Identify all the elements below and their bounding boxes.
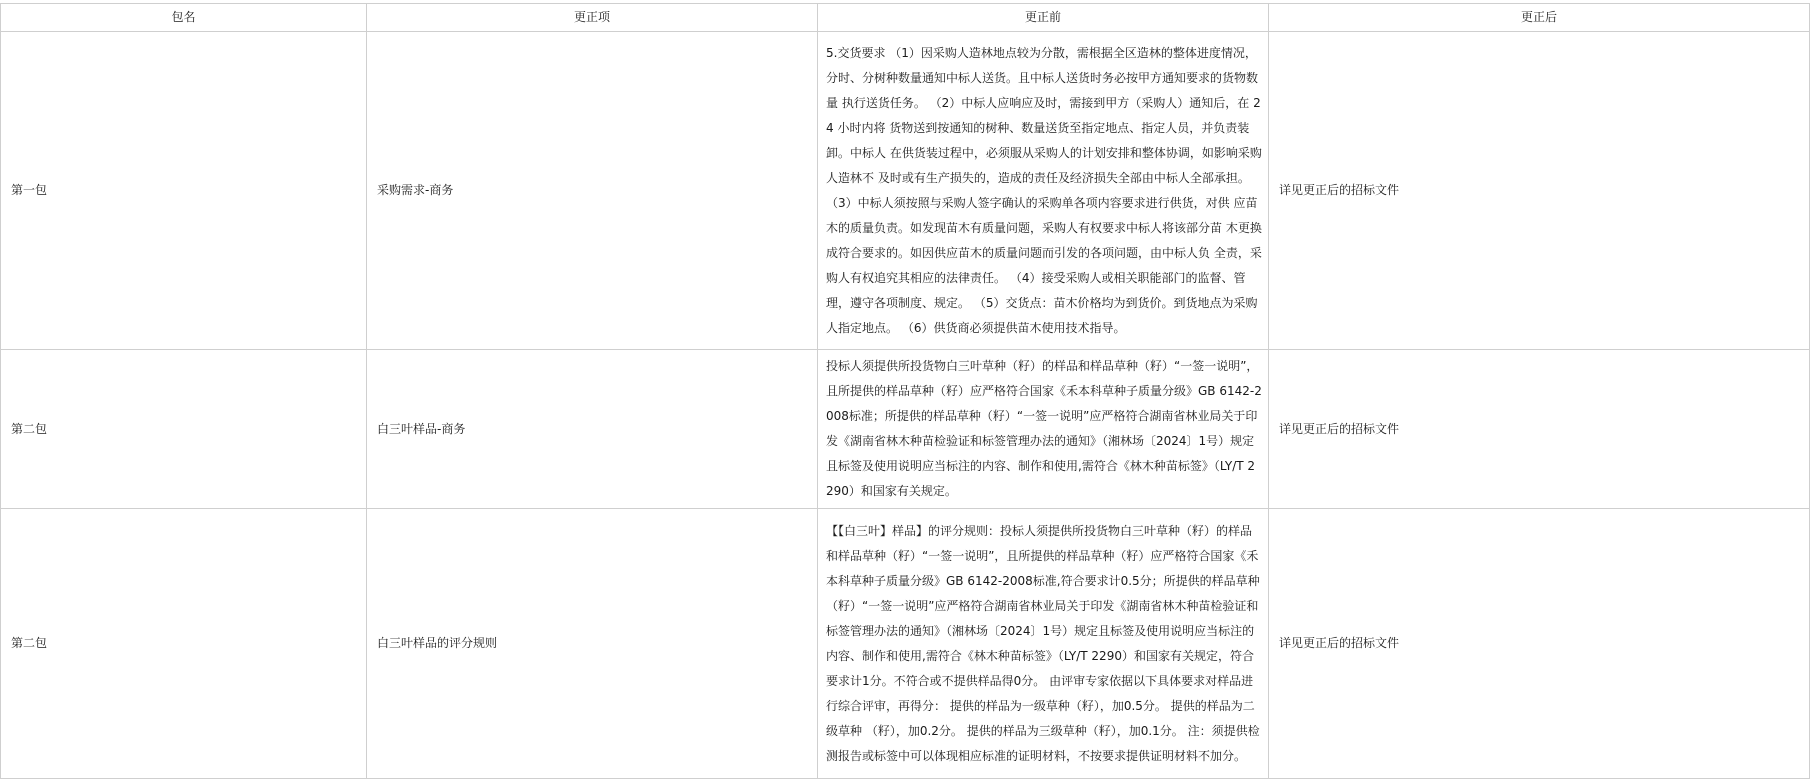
cell-item: 白三叶样品的评分规则 [367,509,818,779]
header-before: 更正前 [818,4,1269,32]
table-header-row [1,4,1810,32]
header-package: 包名 [1,4,367,32]
correction-table [0,3,1810,779]
cell-after: 详见更正后的招标文件 [1269,32,1810,350]
table-row [1,509,1810,779]
cell-package: 第二包 [1,350,367,509]
header-after: 更正后 [1269,4,1810,32]
cell-after: 详见更正后的招标文件 [1269,509,1810,779]
cell-before: 投标人须提供所投货物白三叶草种（籽）的样品和样品草种（籽）“一签一说明”，且所提供的样品草种（籽）应严格符合国家《禾本科草种子质量分级》GB 6142-2008标准；所提供的样品草种（籽）“一签一说明”应严格符合湖南省林业局关于印发《湖南省林木种苗检验证和标签管理办法的通知》（湘林场〔2024〕1号）规定且标签及使用说明应当标注的内容、制作和使用,需符合《林木种苗标签》（LY/T 2290）和国家有关规定。 [818,350,1269,509]
cell-package: 第二包 [1,509,367,779]
cell-item: 白三叶样品-商务 [367,350,818,509]
header-item: 更正项 [367,4,818,32]
cell-item: 采购需求-商务 [367,32,818,350]
cell-before: 【【白三叶】样品】的评分规则：投标人须提供所投货物白三叶草种（籽）的样品和样品草种（籽）“一签一说明”，且所提供的样品草种（籽）应严格符合国家《禾本科草种子质量分级》GB 6142-2008标准,符合要求计0.5分；所提供的样品草种（籽）“一签一说明”应严格符合湖南省林业局关于印发《湖南省林木种苗检验证和标签管理办法的通知》（湘林场〔2024〕1号）规定且标签及使用说明应当标注的内容、制作和使用,需符合《林木种苗标签》（LY/T 2290）和国家有关规定，符合要求计1分。不符合或不提供样品得0分。 由评审专家依据以下具体要求对样品进行综合评审，再得分： 提供的样品为一级草种（籽），加0.5分。 提供的样品为二级草种 （籽），加0.2分。 提供的样品为三级草种（籽），加0.1分。 注：须提供检测报告或标签中可以体现相应标准的证明材料，不按要求提供证明材料不加分。 [818,509,1269,779]
cell-before: 5.交货要求 （1）因采购人造林地点较为分散，需根据全区造林的整体进度情况，分时、分树种数量通知中标人送货。且中标人送货时务必按甲方通知要求的货物数量 执行送货任务。 （2）中标人应响应及时，需接到甲方（采购人）通知后，在 24 小时内将 货物送到按通知的树种、数量送货至指定地点、指定人员，并负责装卸。中标人 在供货装过程中，必须服从采购人的计划安排和整体协调，如影响采购人造林不 及时或有生产损失的，造成的责任及经济损失全部由中标人全部承担。 （3）中标人须按照与采购人签字确认的采购单各项内容要求进行供货，对供 应苗木的质量负责。如发现苗木有质量问题，采购人有权要求中标人将该部分苗 木更换成符合要求的。如因供应苗木的质量问题而引发的各项问题，由中标人负 全责，采购人有权追究其相应的法律责任。 （4）接受采购人或相关职能部门的监督、管理，遵守各项制度、规定。 （5）交货点：苗木价格均为到货价。到货地点为采购人指定地点。 （6）供货商必须提供苗木使用技术指导。 [818,32,1269,350]
table-row [1,350,1810,509]
table-row [1,32,1810,350]
cell-after: 详见更正后的招标文件 [1269,350,1810,509]
cell-package: 第一包 [1,32,367,350]
